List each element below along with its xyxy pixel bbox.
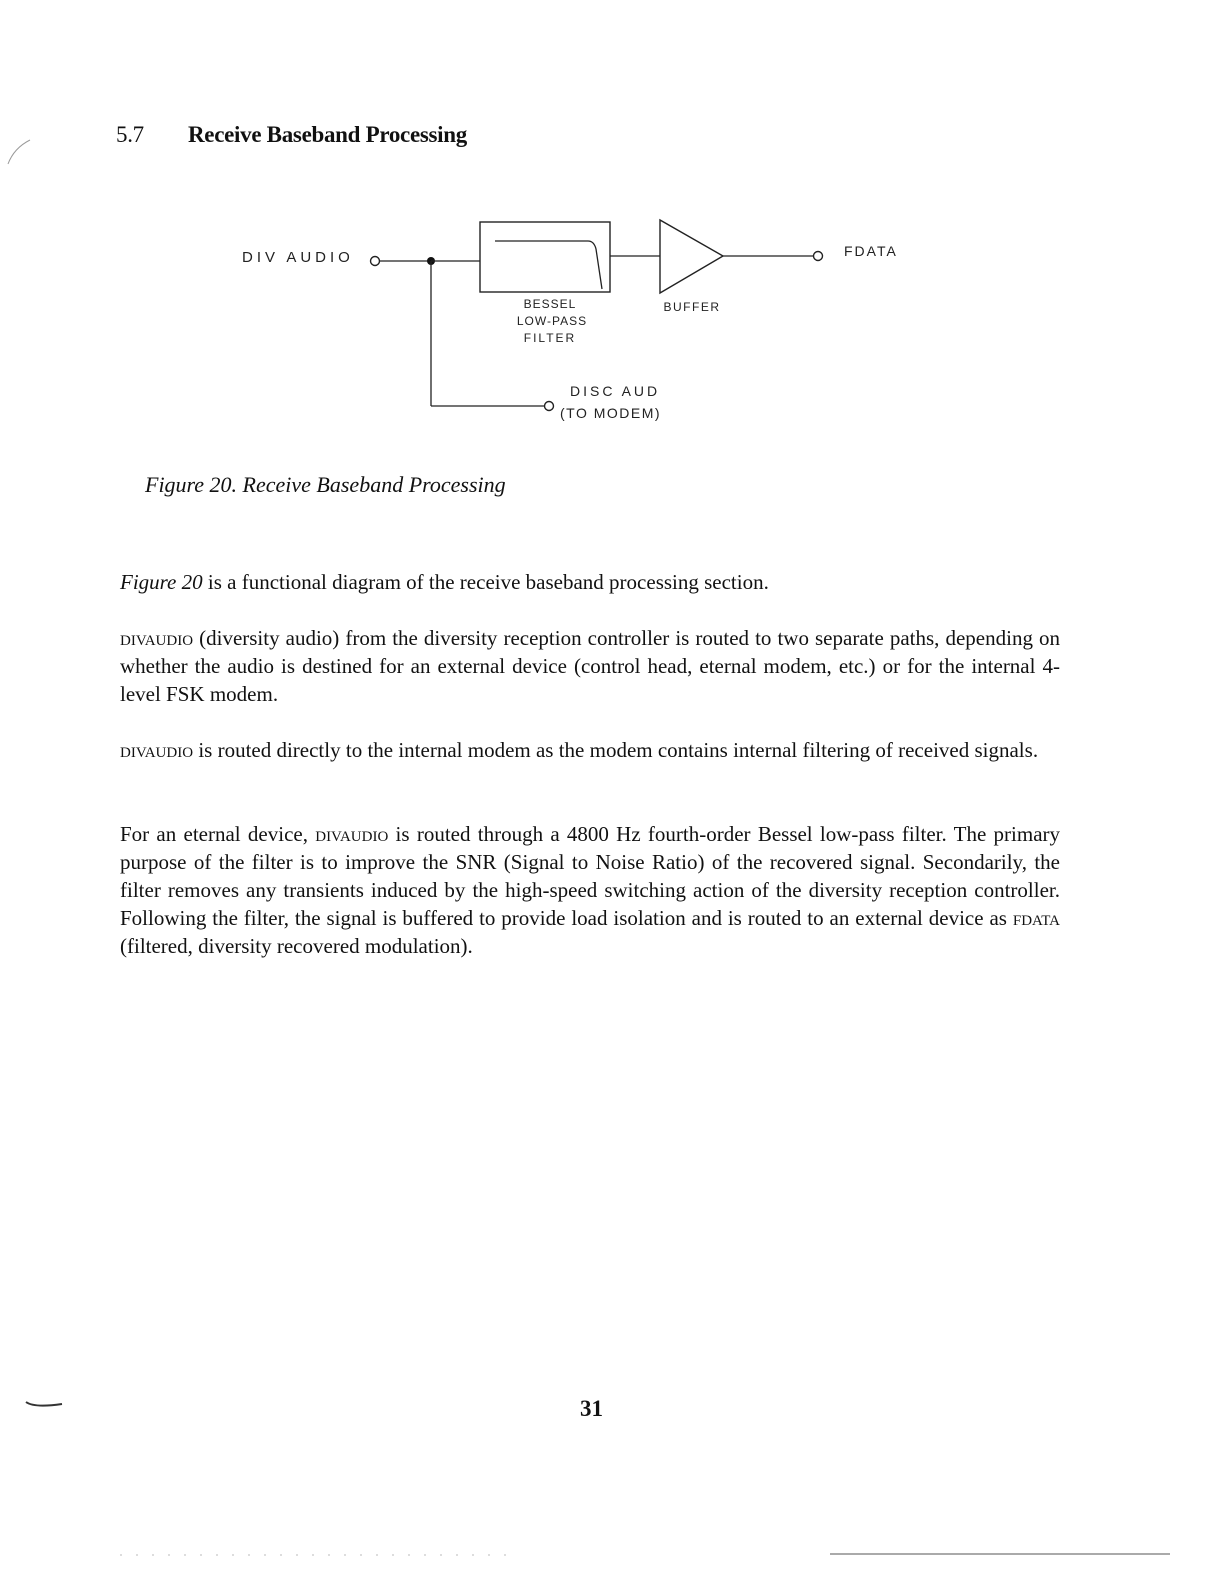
disc-aud-terminal [545, 402, 554, 411]
section-heading [116, 122, 467, 148]
buffer-triangle [660, 220, 723, 293]
filter-label-line3: FILTER [523, 331, 577, 345]
paragraph-4-middle: is routed through a 4800 Hz fourth-order Bessel low-pass filter. The primary purpose of the filter is to improve the SNR (Signal to Noise Ratio) of the recovered signal. Secondarily, the filter removes any transients induced by the high-speed switching action of the diversity reception controller. Following the filter, the signal is buffered to provide load isolation and is routed to an external device as [120, 822, 1061, 930]
figure-reference: Figure 20 [120, 570, 203, 594]
input-label: DIV AUDIO [242, 249, 354, 266]
bessel-filter-box [480, 222, 610, 292]
figure-caption: Figure 20. Receive Baseband Processing [145, 472, 506, 497]
disc-aud-label-line2: (TO MODEM) [560, 405, 662, 421]
output-terminal [814, 252, 823, 261]
output-label: FDATA [844, 243, 898, 259]
paragraph-4 [120, 820, 1060, 960]
paragraph-3-text: is routed directly to the internal modem as the modem contains internal filtering of received signals. [193, 738, 1039, 762]
scan-artifact-bottom-edge [0, 1548, 1224, 1560]
paragraph-1-text: is a functional diagram of the receive baseband processing section. [202, 570, 769, 594]
paragraph-3 [120, 736, 1060, 764]
filter-label-line1: BESSEL [523, 297, 577, 311]
section-title: Receive Baseband Processing [188, 122, 467, 147]
filter-label-line2: LOW-PASS [516, 314, 588, 328]
divaudio-term: divaudio [120, 738, 194, 762]
paragraph-4-end: (filtered, diversity recovered modulation). [120, 934, 473, 958]
scan-artifact-bottom-left [20, 1396, 70, 1416]
input-terminal [371, 257, 380, 266]
block-diagram [230, 205, 930, 435]
scan-artifact-top-left [0, 130, 40, 200]
fdata-term: fdata [1012, 906, 1060, 930]
buffer-label: BUFFER [663, 300, 721, 314]
section-number: 5.7 [116, 122, 144, 147]
divaudio-term: divaudio [120, 626, 194, 650]
paragraph-1 [120, 568, 1060, 596]
paragraph-2 [120, 624, 1060, 708]
paragraph-4-start: For an eternal device, [120, 822, 316, 846]
paragraph-2-text: (diversity audio) from the diversity reception controller is routed to two separate paths, depending on whether the audio is destined for an external device (control head, eternal modem, etc.) or for the internal 4-level FSK modem. [120, 626, 1060, 706]
page-number: 31 [580, 1396, 603, 1421]
disc-aud-label-line1: DISC AUD [570, 383, 661, 399]
divaudio-term: divaudio [315, 822, 389, 846]
